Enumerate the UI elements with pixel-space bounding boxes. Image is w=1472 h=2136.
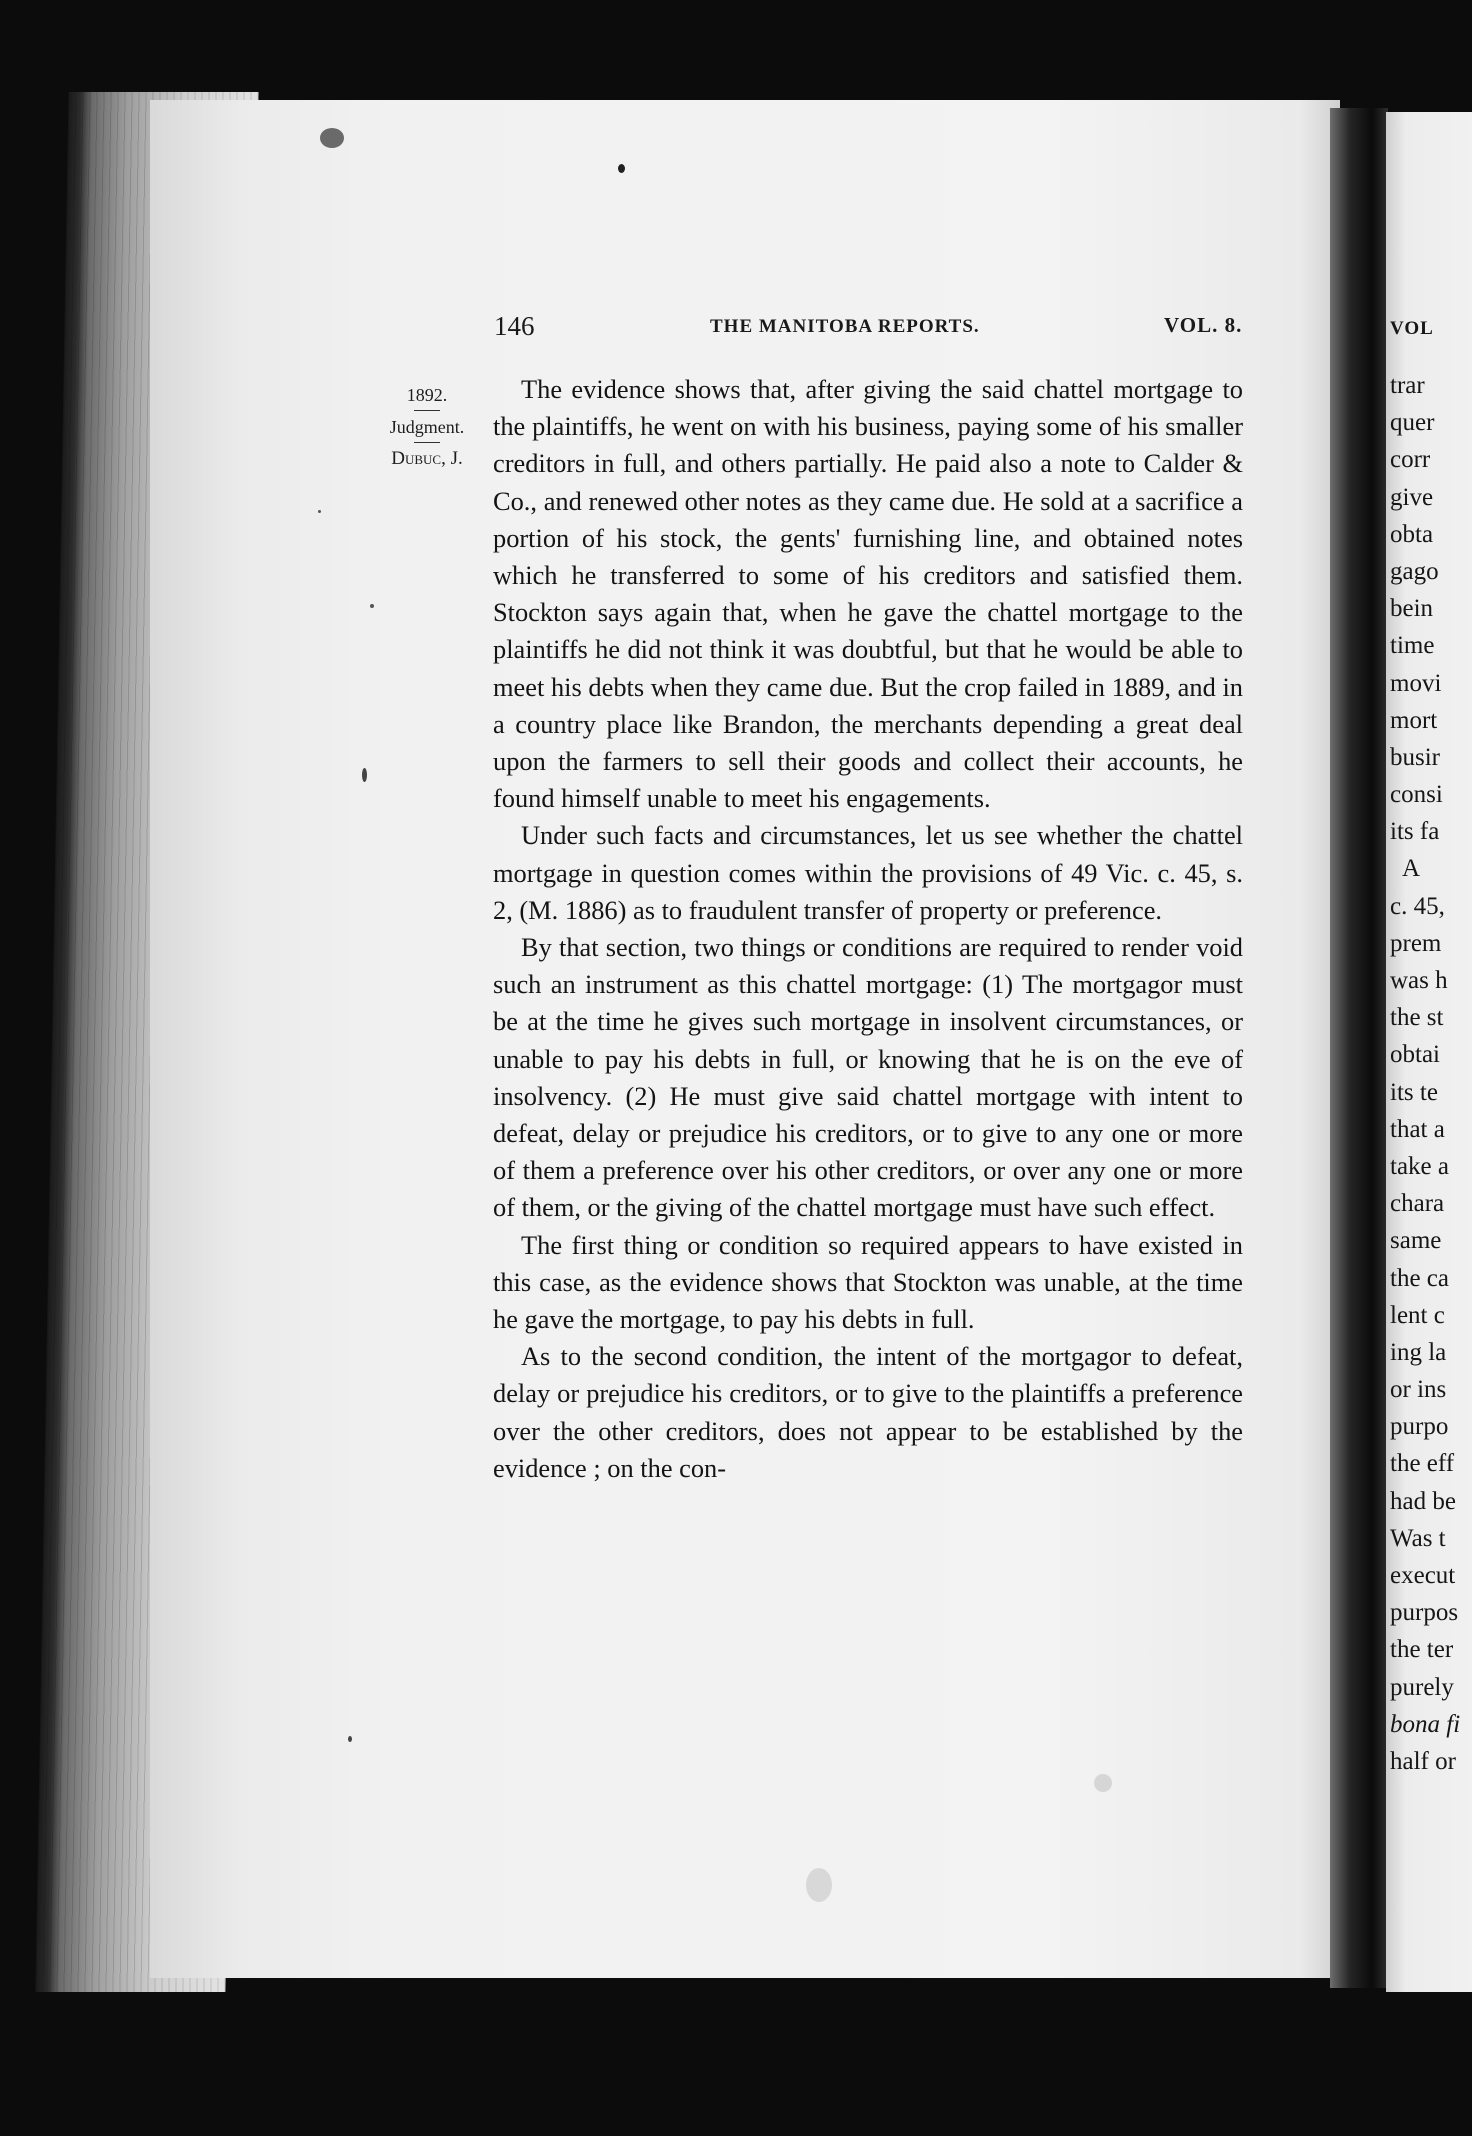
facing-line: was h: [1390, 967, 1448, 994]
margin-section: Judgment.: [389, 417, 465, 437]
facing-line: A: [1402, 855, 1421, 883]
margin-note: [372, 378, 482, 470]
facing-line: c. 45,: [1390, 892, 1445, 920]
ink-speck: [318, 510, 321, 513]
paragraph: Under such facts and circumstances, let us see whether the chattel mortgage in question comes within the provisions of 49 Vic. c. 45, s. 2, (M. 1886) as to fraudulent transfer of property or preference.: [493, 820, 1243, 925]
paragraph: The first thing or condition so required appears to have existed in this case, as the evidence shows that Stockton was unable, at the time he gave the mortgage, to pay his debts in full.: [493, 1229, 1243, 1335]
running-head: [488, 311, 1248, 347]
facing-line: lent c: [1390, 1301, 1445, 1329]
smudge: [1094, 1774, 1112, 1792]
facing-line: half or: [1390, 1747, 1456, 1775]
ink-speck: [362, 768, 367, 782]
ink-blot: [320, 128, 344, 148]
paragraph: The evidence shows that, after giving the said chattel mortgage to the plaintiffs, he went on with his business, paying some of his smaller creditors in full, and others partially. He paid also a note to Calder & Co., and renewed other notes as they came due. He sold at a sacrifice a portion of his stock, the gents' furnishing line, and obtained notes which he transferred to some of his creditors and satisfied them. Stockton says again that, when he gave the chattel mortgage to the plaintiffs he did not think it was doubtful, but that he would be able to meet his debts when they came due. But the crop failed in 1889, and in a country place like Brandon, the merchants depending a great deal upon the farmers to sell their goods and collect their accounts, he found himself unable to meet his engagements.: [493, 374, 1243, 814]
facing-line: or ins: [1390, 1376, 1447, 1404]
smudge: [806, 1868, 832, 1902]
facing-running-head: VOL: [1390, 318, 1434, 339]
facing-line: its fa: [1390, 818, 1440, 846]
margin-year: 1892.: [406, 385, 448, 405]
facing-line: ing la: [1390, 1338, 1447, 1366]
facing-line: execut: [1390, 1562, 1456, 1589]
facing-line: quer: [1390, 409, 1435, 437]
book-gutter: [1330, 108, 1388, 1988]
facing-line: purpos: [1390, 1599, 1459, 1627]
facing-line: that a: [1390, 1115, 1445, 1143]
facing-line: chara: [1390, 1190, 1445, 1218]
facing-line: trar: [1390, 372, 1425, 399]
ink-speck: [618, 164, 625, 173]
facing-line: obtai: [1390, 1041, 1440, 1069]
paragraph: As to the second condition, the intent of the mortgagor to defeat, delay or prejudice his creditors, or to give to the plaintiffs a preference over the other creditors, does not appear to be established by the evidence ; on the con-: [493, 1341, 1243, 1483]
ink-speck: [348, 1736, 352, 1742]
facing-line: purpo: [1390, 1413, 1449, 1441]
facing-line: movi: [1390, 669, 1442, 697]
facing-line: same: [1390, 1227, 1442, 1255]
facing-line: busir: [1390, 743, 1440, 771]
facing-line: take a: [1390, 1152, 1449, 1180]
facing-line: obta: [1390, 520, 1434, 548]
facing-line: the st: [1390, 1004, 1444, 1032]
margin-judge: Dubuc, J.: [391, 448, 463, 469]
facing-page-text: [1390, 311, 1472, 1780]
facing-line: bein: [1390, 595, 1434, 623]
volume-label: VOL. 8.: [1164, 313, 1243, 337]
facing-lines: [1390, 367, 1472, 1780]
page-number: 146: [494, 311, 535, 341]
ink-speck: [370, 604, 374, 608]
facing-line: its te: [1390, 1078, 1438, 1106]
facing-line: had be: [1390, 1487, 1456, 1515]
facing-line: the eff: [1390, 1450, 1455, 1478]
running-title: THE MANITOBA REPORTS.: [710, 316, 980, 337]
facing-line: gago: [1390, 557, 1439, 585]
facing-line: corr: [1390, 446, 1431, 474]
facing-line: time: [1390, 632, 1435, 660]
margin-rule: [414, 442, 440, 443]
facing-line: give: [1390, 483, 1434, 511]
main-text: [493, 371, 1243, 1487]
facing-line: the ca: [1390, 1264, 1449, 1292]
facing-line: the ter: [1390, 1636, 1454, 1664]
facing-line: purely: [1390, 1673, 1454, 1701]
facing-line: mort: [1390, 706, 1438, 734]
facing-line: Was t: [1390, 1524, 1446, 1552]
paragraph: By that section, two things or conditions are required to render void such an instrument as this chattel mortgage: (1) The mortgagor must be at the time he gives such mortgage in insolvent circumstances, or unable to pay his debts in full, or knowing that he is on the eve of insolvency. (2) He must give said chattel mortgage with intent to defeat, delay or prejudice his creditors, or to give to any one or more of them a preference over his other creditors, or over any one or more of them, or the giving of the chattel mortgage must have such effect.: [493, 932, 1243, 1223]
margin-rule: [414, 410, 440, 411]
facing-line: consi: [1390, 781, 1443, 809]
facing-line: prem: [1390, 929, 1442, 957]
facing-line: bona fi: [1390, 1710, 1461, 1738]
